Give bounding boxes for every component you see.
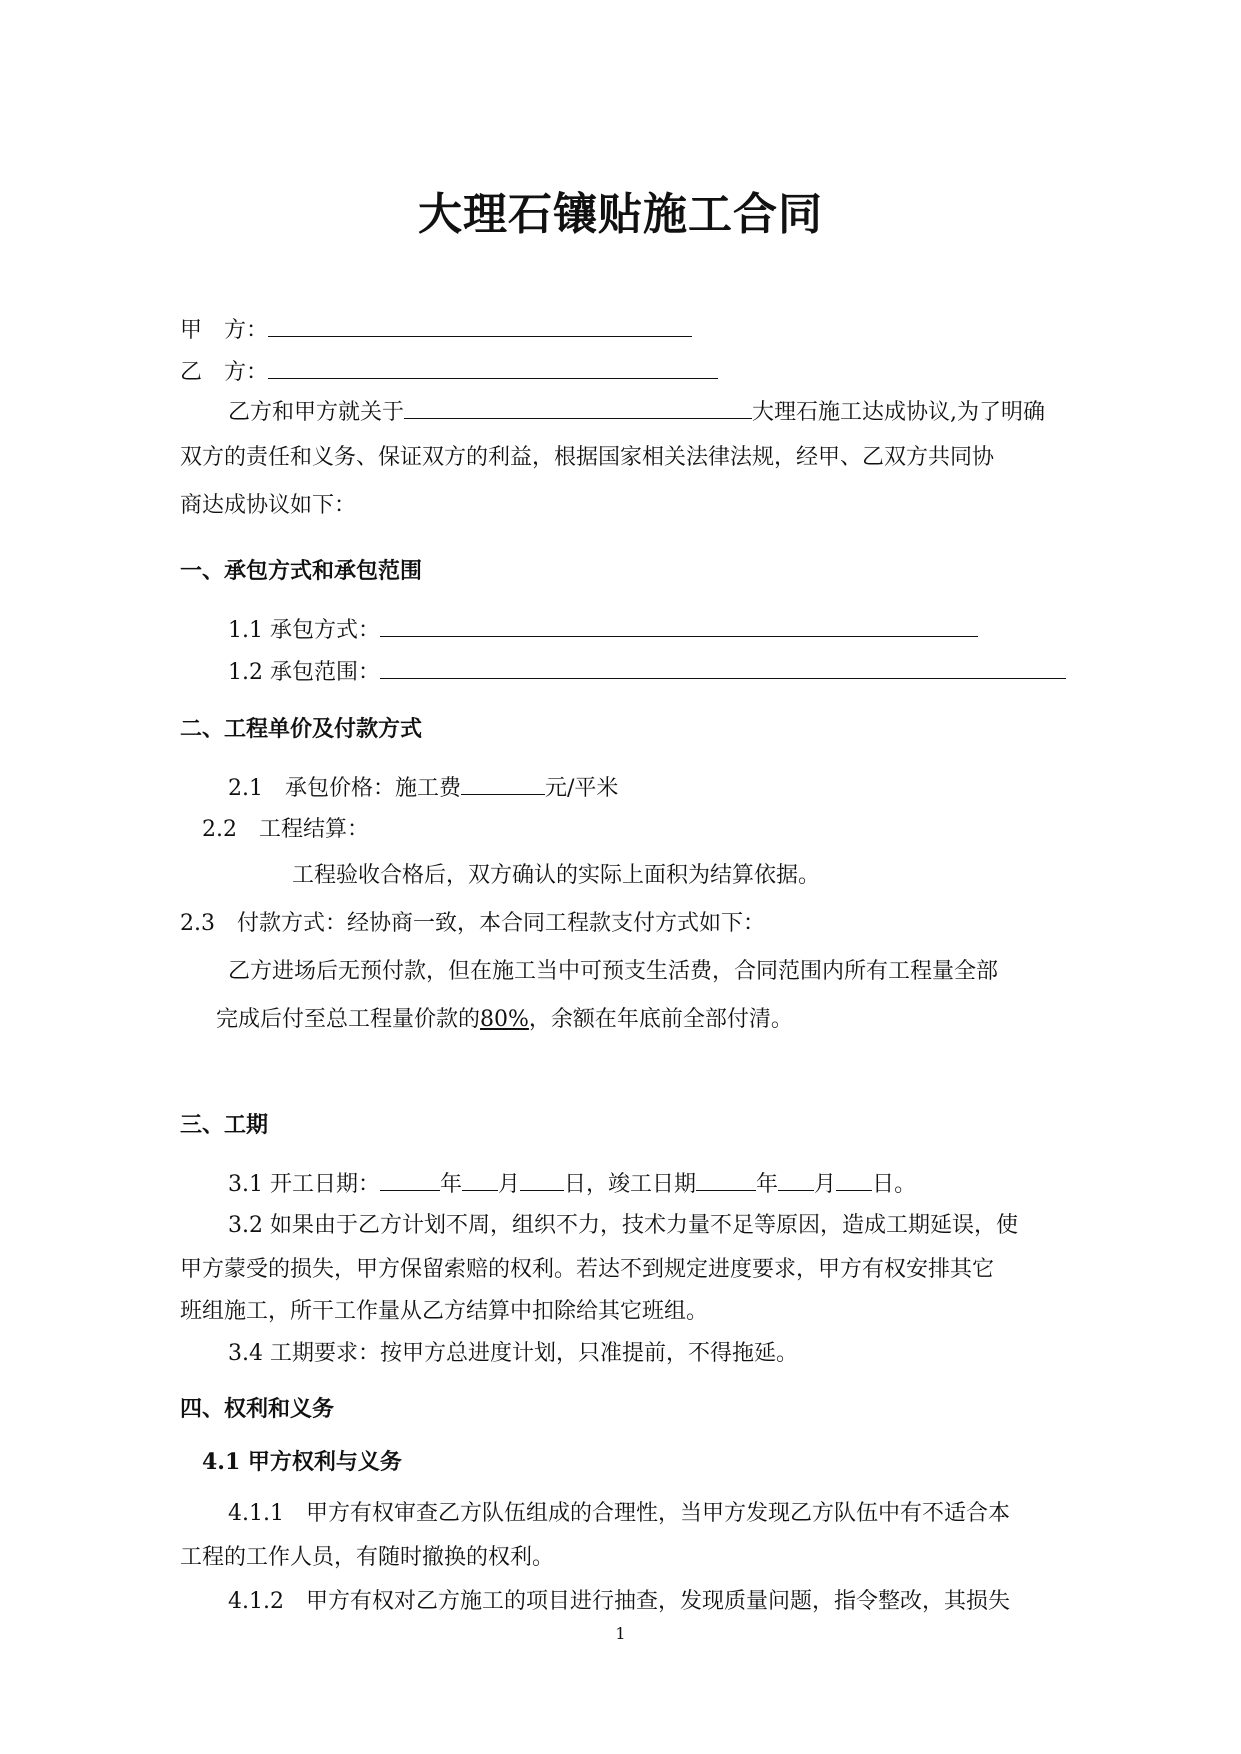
item-2-1-label: 2.1 承包价格：施工费 (228, 776, 461, 801)
intro-line-2: 双方的责任和义务、保证双方的利益，根据国家相关法律法规，经甲、乙双方共同协 (180, 445, 995, 470)
section-2-heading: 二、工程单价及付款方式 (180, 717, 423, 742)
document-title: 大理石镶贴施工合同 (418, 189, 823, 240)
item-2-3: 2.3 付款方式：经协商一致，本合同工程款支付方式如下： (180, 911, 765, 936)
end-day-blank[interactable] (836, 1168, 872, 1191)
payment-percentage: 80% (480, 1007, 529, 1032)
end-year-blank[interactable] (696, 1168, 756, 1191)
intro-text-post: 大理石施工达成协议,为了明确 (752, 400, 1046, 425)
end-year-label: 年 (756, 1172, 779, 1197)
payment-para-line-2 (216, 1006, 793, 1034)
item-4-1-1-line-1: 4.1.1 甲方有权审查乙方队伍组成的合理性，当甲方发现乙方队伍中有不适合本 (228, 1501, 1010, 1526)
payment-text-post: ，余额在年底前全部付清。 (528, 1007, 793, 1032)
start-year-blank[interactable] (380, 1168, 440, 1191)
item-3-1 (228, 1168, 916, 1199)
intro-line-3: 商达成协议如下： (180, 493, 357, 518)
payment-text-pre: 完成后付至总工程量价款的 (216, 1007, 481, 1032)
contract-method-blank[interactable] (380, 614, 978, 637)
contract-scope-blank[interactable] (380, 656, 1066, 679)
section-3-heading: 三、工期 (180, 1113, 269, 1138)
party-a-label: 甲 方： (180, 318, 269, 343)
party-b-label: 乙 方： (180, 360, 269, 385)
item-2-2: 2.2 工程结算： (202, 817, 369, 842)
start-month-label: 月 (498, 1172, 521, 1197)
item-3-1-label: 3.1 开工日期： (228, 1172, 380, 1197)
party-a-line (180, 314, 692, 345)
section-1-heading: 一、承包方式和承包范围 (180, 559, 423, 584)
item-3-4: 3.4 工期要求：按甲方总进度计划，只准提前，不得拖延。 (228, 1341, 798, 1366)
end-day-label: 日。 (872, 1172, 917, 1197)
item-4-1-1-line-2: 工程的工作人员，有随时撤换的权利。 (180, 1545, 555, 1570)
party-b-blank[interactable] (268, 356, 718, 379)
item-2-1 (228, 772, 618, 803)
project-name-blank[interactable] (404, 396, 752, 419)
end-month-label: 月 (814, 1172, 837, 1197)
end-month-blank[interactable] (778, 1168, 814, 1191)
item-1-1-label: 1.1 承包方式： (228, 618, 380, 643)
start-year-label: 年 (439, 1172, 462, 1197)
item-3-2-line-2: 甲方蒙受的损失，甲方保留索赔的权利。若达不到规定进度要求，甲方有权安排其它 (180, 1257, 995, 1282)
item-1-1 (228, 614, 978, 645)
intro-line-1 (228, 396, 1045, 427)
unit-price-unit: 元/平米 (545, 776, 619, 801)
payment-para-line-1: 乙方进场后无预付款，但在施工当中可预支生活费，合同范围内所有工程量全部 (228, 959, 999, 984)
unit-price-blank[interactable] (461, 772, 545, 795)
item-4-1-2-line-1: 4.1.2 甲方有权对乙方施工的项目进行抽查，发现质量问题，指令整改，其损失 (228, 1589, 1010, 1614)
start-day-blank[interactable] (520, 1168, 564, 1191)
party-a-blank[interactable] (268, 314, 692, 337)
item-2-2-text: 工程验收合格后，双方确认的实际上面积为结算依据。 (292, 863, 821, 888)
subsection-4-1: 4.1 甲方权利与义务 (202, 1449, 402, 1475)
item-1-2-label: 1.2 承包范围： (228, 660, 380, 685)
start-month-blank[interactable] (462, 1168, 498, 1191)
item-1-2 (228, 656, 1066, 687)
section-4-heading: 四、权利和义务 (180, 1397, 335, 1422)
item-3-2-line-3: 班组施工，所干工作量从乙方结算中扣除给其它班组。 (180, 1299, 709, 1324)
start-day-label: 日，竣工日期 (564, 1172, 697, 1197)
item-3-2-line-1: 3.2 如果由于乙方计划不周，组织不力，技术力量不足等原因，造成工期延误，使 (228, 1213, 1018, 1238)
page-number: 1 (615, 1624, 626, 1643)
party-b-line (180, 356, 718, 387)
intro-text-pre: 乙方和甲方就关于 (228, 400, 405, 425)
